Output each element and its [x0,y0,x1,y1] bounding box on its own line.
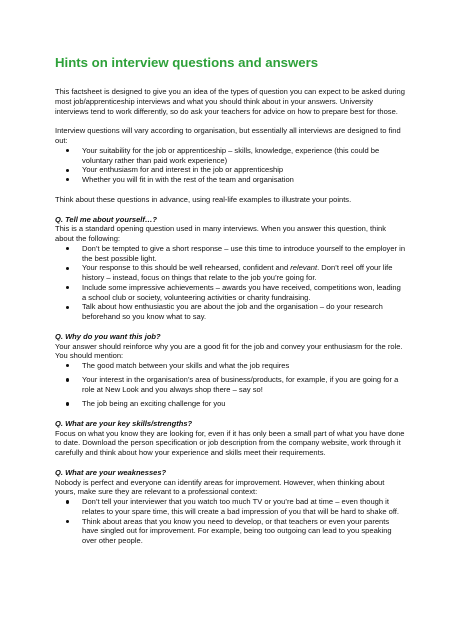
list-item: The good match between your skills and what the job requires [55,361,405,371]
list-item: Don’t tell your interviewer that you watch too much TV or you’re bad at time – even though it relates to your spare time, this will create a bad impression of you that will be hard to shake off. [55,497,405,517]
list-item: Whether you will fit in with the rest of the team and organisation [55,175,405,185]
list-item: Include some impressive achievements – awards you have received, competitions won, leading a school club or society, volunteering activities or charity fundraising. [55,283,405,303]
question-heading: Q. What are your weaknesses? [55,467,167,477]
question-heading: Q. What are your key skills/strengths? [55,418,193,428]
why-job-list [55,361,405,409]
list-item: Don’t be tempted to give a short response – use this time to introduce yourself to the employer in the best possible light. [55,244,405,264]
question-answer: Your answer should reinforce why you are a good fit for the job and convey your enthusiasm for the role. You should mention: [55,341,403,361]
list-item: Think about areas that you know you need to develop, or that teachers or even your parents have singled out for improvement. For example, being too outgoing can lead to you speaking over other people. [55,517,405,546]
question-answer: Nobody is perfect and everyone can identify areas for improvement. However, when thinking about yours, make sure they are relevant to a professional context: [55,477,385,497]
list-item: Your interest in the organisation’s area of business/products, for example, if you are going for a role at New Look and you always shop there – say so! [55,375,405,395]
vary-paragraph: Interview questions will vary according to organisation, but essentially all interviews are designed to find out: [55,126,401,145]
list-item-text: . Don’t reel off your life history – instead, focus on things that relate to the job you’re going for. [82,263,393,282]
emphasis-text: relevant [290,263,318,273]
question-answer: Focus on what you know they are looking for, even if it has only been a small part of what you have done to date. Download the person specification or job description from the company website, work through it carefully and think about how your experience and skills meet their requirements. [55,428,405,458]
tell-me-list [55,244,405,322]
think-paragraph: Think about these questions in advance, using real-life examples to illustrate your points. [55,194,352,204]
list-item: Your suitability for the job or apprenticeship – skills, knowledge, experience (this could be voluntary rather than paid work experience) [55,146,405,166]
list-item: Talk about how enthusiastic you are about the job and the organisation – do your research beforehand so you know what to say. [55,302,405,322]
document-body [55,55,405,546]
question-heading: Q. Tell me about yourself…? [55,214,158,224]
list-item-text: Your response to this should be well rehearsed, confident and [82,263,291,273]
question-heading: Q. Why do you want this job? [55,331,161,341]
weaknesses-list [55,497,405,546]
question-answer: This is a standard opening question used in many interviews. When you answer this question, think about the following: [55,224,386,243]
interview-purpose-list [55,146,405,185]
list-item: The job being an exciting challenge for you [55,399,405,409]
page-title: Hints on interview questions and answers [55,55,319,70]
intro-paragraph: This factsheet is designed to give you an idea of the types of question you can expect to be asked during most job/apprenticeship interviews and what you should think about in your answers. University interviews tend to work differently, so do ask your teachers for advice on how to prepare best for those. [55,87,405,116]
list-item [55,263,405,283]
list-item: Your enthusiasm for and interest in the job or apprenticeship [55,165,405,175]
